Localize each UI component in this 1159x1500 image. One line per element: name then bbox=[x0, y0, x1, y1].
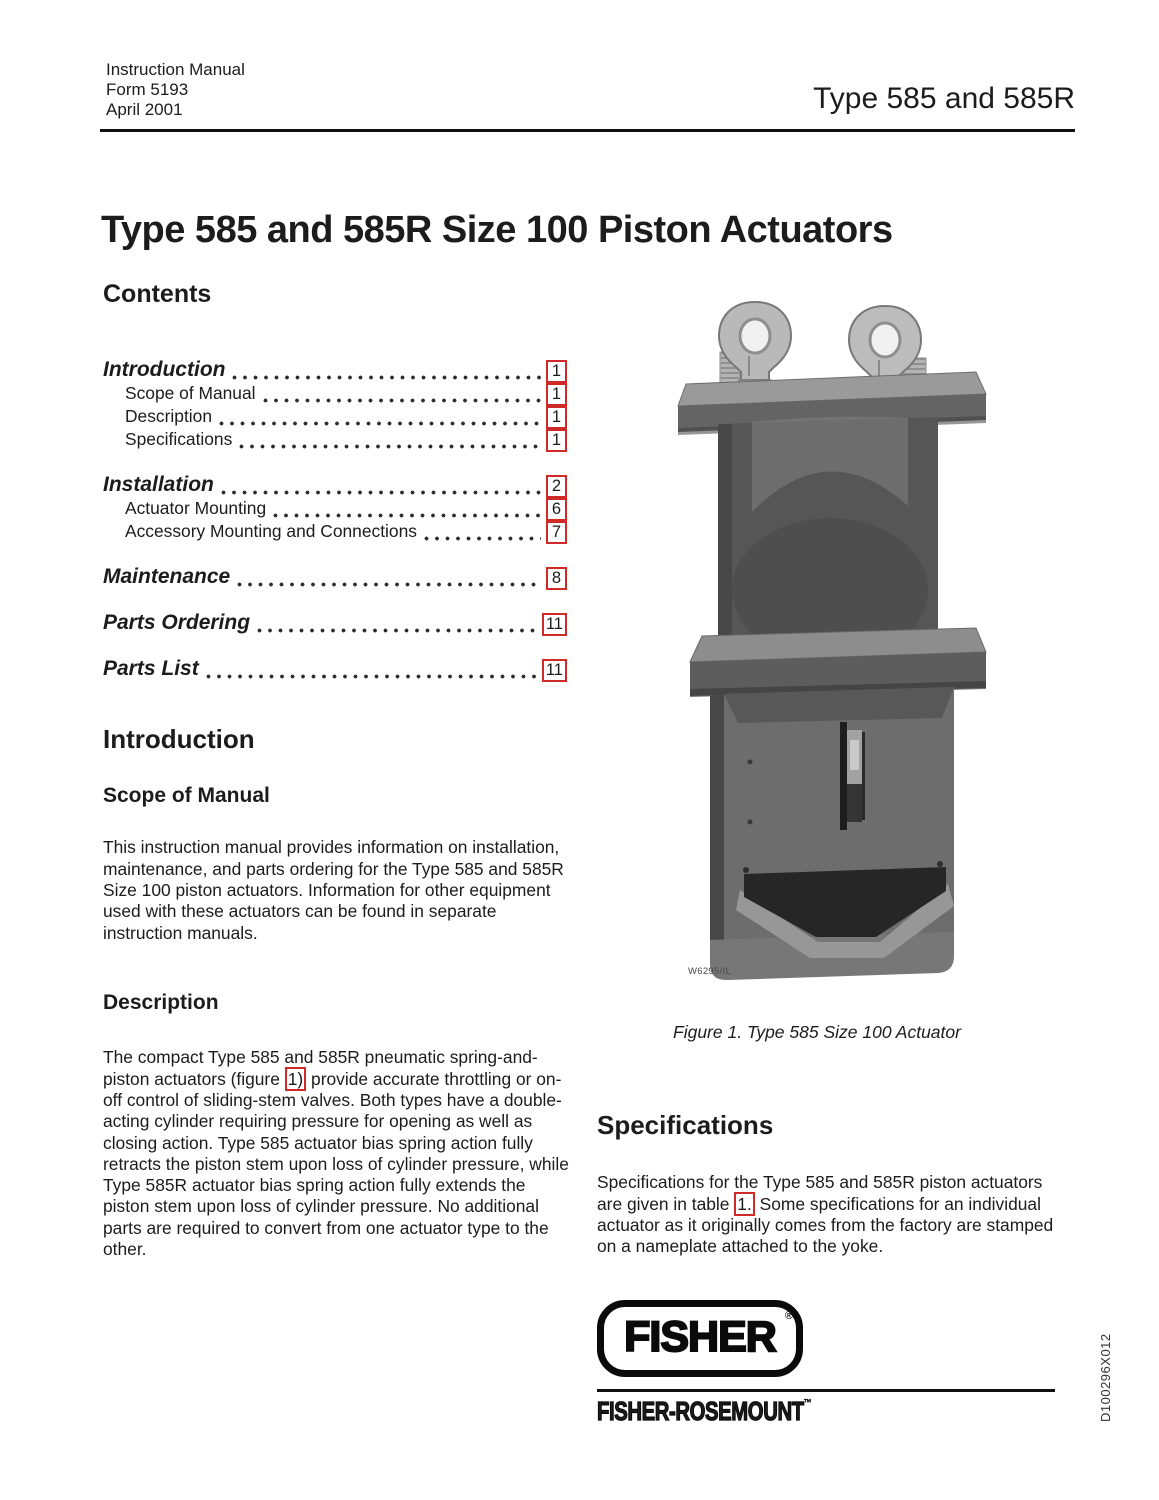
specifications-paragraph bbox=[597, 1172, 1065, 1257]
table-of-contents bbox=[103, 337, 567, 682]
header-form-number: Form 5193 bbox=[106, 80, 189, 99]
contents-heading: Contents bbox=[103, 280, 212, 308]
fisher-logo bbox=[597, 1300, 803, 1377]
toc-page-number-link[interactable]: 1 bbox=[546, 360, 567, 383]
introduction-heading: Introduction bbox=[103, 724, 255, 754]
toc-page-number-link[interactable]: 7 bbox=[546, 521, 567, 544]
toc-entry bbox=[103, 429, 567, 452]
toc-entry-label: Scope of Manual bbox=[125, 383, 256, 403]
header-date: April 2001 bbox=[106, 100, 183, 119]
figure-caption: Figure 1. Type 585 Size 100 Actuator bbox=[673, 1022, 961, 1042]
toc-dotted-leader bbox=[257, 628, 537, 633]
header-publication-info bbox=[106, 60, 245, 120]
trademark-symbol: ™ bbox=[803, 1398, 812, 1409]
toc-page-number-link[interactable]: 1 bbox=[546, 429, 567, 452]
toc-dotted-leader bbox=[232, 375, 541, 380]
toc-page-number-link[interactable]: 1 bbox=[546, 406, 567, 429]
toc-entry bbox=[103, 564, 567, 590]
footer-rule bbox=[597, 1389, 1055, 1392]
toc-page-number-link[interactable]: 1 bbox=[546, 383, 567, 406]
toc-entry-label: Specifications bbox=[125, 429, 233, 449]
toc-entry-label: Actuator Mounting bbox=[125, 498, 267, 518]
toc-dotted-leader bbox=[273, 513, 541, 518]
header-doc-type: Instruction Manual bbox=[106, 60, 245, 79]
toc-entry-label: Parts Ordering bbox=[103, 611, 251, 634]
toc-dotted-leader bbox=[206, 674, 537, 679]
toc-dotted-leader bbox=[237, 582, 541, 587]
toc-entry-label: Installation bbox=[103, 473, 214, 496]
table-1-reference-link[interactable]: 1. bbox=[734, 1192, 755, 1216]
toc-entry-label: Maintenance bbox=[103, 565, 231, 588]
yoke-side bbox=[710, 694, 724, 964]
actuator-photo bbox=[640, 292, 1060, 984]
toc-page-number-link[interactable]: 2 bbox=[546, 475, 567, 498]
specifications-text-before-link: Specifications for the Type 585 and 585R piston actuators are given in table bbox=[597, 1172, 1043, 1214]
toc-dotted-leader bbox=[424, 536, 541, 541]
scope-of-manual-heading: Scope of Manual bbox=[103, 784, 270, 807]
fisher-logo-text: FISHER bbox=[624, 1312, 776, 1361]
toc-entry bbox=[103, 521, 567, 544]
description-text-before-link: The compact Type 585 and 585R pneumatic spring-and-piston actuators (figure bbox=[103, 1047, 538, 1089]
fisher-rosemount-wordmark bbox=[597, 1396, 811, 1427]
header-product-name: Type 585 and 585R bbox=[813, 82, 1075, 115]
photo-reference-number: W6295/IL bbox=[688, 966, 732, 977]
toc-entry bbox=[103, 610, 567, 636]
toc-dotted-leader bbox=[239, 444, 541, 449]
toc-page-number-link[interactable]: 11 bbox=[542, 659, 567, 682]
toc-entry bbox=[103, 498, 567, 521]
toc-entry bbox=[103, 357, 567, 383]
page-title: Type 585 and 585R Size 100 Piston Actuators bbox=[101, 209, 893, 251]
toc-dotted-leader bbox=[221, 490, 541, 495]
header-rule bbox=[100, 129, 1075, 132]
toc-dotted-leader bbox=[219, 421, 541, 426]
fisher-rosemount-text: FISHER-ROSEMOUNT bbox=[597, 1396, 804, 1426]
toc-entry-label: Description bbox=[125, 406, 212, 426]
document-number-vertical: D100296X012 bbox=[1098, 1333, 1113, 1422]
toc-entry bbox=[103, 472, 567, 498]
figure-1-reference-link[interactable]: 1) bbox=[285, 1067, 306, 1091]
scope-of-manual-paragraph: This instruction manual provides information on installation, maintenance, and parts ordering for the Type 585 and 585R Size 100 piston actuators. Information for other equipment used with these actuators can be found in separate instruction manuals. bbox=[103, 837, 564, 943]
toc-page-number-link[interactable]: 8 bbox=[546, 567, 567, 590]
registered-trademark-symbol: ® bbox=[784, 1310, 793, 1322]
toc-entry-label: Parts List bbox=[103, 657, 199, 680]
toc-entry bbox=[103, 406, 567, 429]
specifications-heading: Specifications bbox=[597, 1110, 774, 1140]
toc-page-number-link[interactable]: 11 bbox=[542, 613, 567, 636]
travel-indicator bbox=[840, 722, 865, 830]
toc-dotted-leader bbox=[263, 398, 541, 403]
toc-entry-label: Introduction bbox=[103, 358, 226, 381]
description-text-after-link: provide accurate throttling or on-off control of sliding-stem valves. Both types have a double-acting cylinder requiring pressure for opening as well as closing action. Type 585 actuator bias spring action fully retracts the piston stem upon loss of cylinder pressure, while Type 585R actuator bias spring action fully extends the piston stem upon loss of cylinder pressure. No additional parts are required to convert from one actuator type to the other. bbox=[103, 1068, 569, 1260]
description-heading: Description bbox=[103, 991, 219, 1014]
toc-page-number-link[interactable]: 6 bbox=[546, 498, 567, 521]
toc-entry bbox=[103, 383, 567, 406]
toc-entry bbox=[103, 656, 567, 682]
toc-entry-label: Accessory Mounting and Connections bbox=[125, 521, 417, 541]
description-paragraph bbox=[103, 1047, 573, 1260]
specifications-text-after-link: Some specifications for an individual actuator as it originally comes from the factory are stamped on a nameplate attached to the yoke. bbox=[597, 1193, 1054, 1257]
